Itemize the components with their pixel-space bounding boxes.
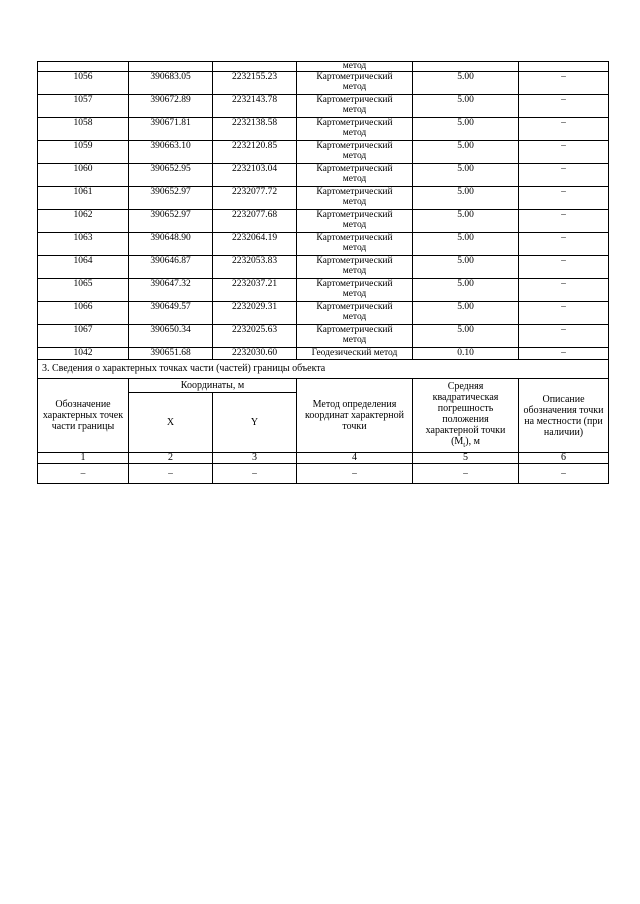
- table-row-continued: [38, 62, 609, 72]
- method-line: метод: [342, 82, 367, 92]
- point-id-cell: 1058: [38, 118, 129, 141]
- description-cell: –: [519, 72, 609, 95]
- section-title: 3. Сведения о характерных точках части (частей) границы объекта: [38, 360, 609, 379]
- table-row: [38, 118, 609, 141]
- x-coordinate-cell: 390651.68: [129, 348, 213, 360]
- y-coordinate-cell: 2232155.23: [213, 72, 297, 95]
- point-id-cell: 1061: [38, 187, 129, 210]
- point-id-cell: 1060: [38, 164, 129, 187]
- method-line: Картометрический: [316, 118, 393, 128]
- empty-cell: –: [413, 464, 519, 484]
- method-line: Картометрический: [316, 210, 393, 220]
- method-cell: [297, 118, 413, 141]
- table-row: [38, 279, 609, 302]
- point-id-cell: 1063: [38, 233, 129, 256]
- description-cell: –: [519, 256, 609, 279]
- table-row: [38, 302, 609, 325]
- y-coordinate-cell: 2232077.68: [213, 210, 297, 233]
- method-cell: [297, 210, 413, 233]
- method-line: Картометрический: [316, 256, 393, 266]
- x-coordinate-cell: 390663.10: [129, 141, 213, 164]
- part-points-table: [37, 359, 609, 484]
- table-row: [38, 256, 609, 279]
- column-number: 6: [519, 453, 609, 464]
- empty-row: [38, 464, 609, 484]
- x-coordinate-cell: 390652.97: [129, 187, 213, 210]
- x-coordinate-cell: 390671.81: [129, 118, 213, 141]
- method-line: Картометрический: [316, 95, 393, 105]
- method-line: метод: [342, 266, 367, 276]
- description-cell: –: [519, 118, 609, 141]
- table-row: [38, 164, 609, 187]
- x-coordinate-cell: 390649.57: [129, 302, 213, 325]
- column-number: 2: [129, 453, 213, 464]
- method-cell: [297, 141, 413, 164]
- method-cell: [297, 187, 413, 210]
- empty-cell: –: [129, 464, 213, 484]
- table-row: [38, 141, 609, 164]
- point-id-cell: 1059: [38, 141, 129, 164]
- method-line: метод: [342, 128, 367, 138]
- y-coordinate-cell: 2232077.72: [213, 187, 297, 210]
- y-header: Y: [213, 393, 297, 453]
- description-cell: –: [519, 95, 609, 118]
- y-coordinate-cell: 2232029.31: [213, 302, 297, 325]
- description-header: Описание обозначения точки на местности (при наличии): [519, 379, 609, 453]
- empty-cell: –: [519, 464, 609, 484]
- point-designation-header: Обозначение характерных точек части границы: [38, 379, 129, 453]
- description-cell: –: [519, 279, 609, 302]
- document-page: [37, 61, 608, 484]
- method-line: метод: [342, 105, 367, 115]
- x-coordinate-cell: 390648.90: [129, 233, 213, 256]
- method-cell: [297, 95, 413, 118]
- description-cell: –: [519, 325, 609, 348]
- empty-cell: –: [213, 464, 297, 484]
- method-cell: Геодезический метод: [297, 348, 413, 360]
- error-cell: 5.00: [413, 233, 519, 256]
- y-coordinate-cell: 2232053.83: [213, 256, 297, 279]
- error-cell: 5.00: [413, 279, 519, 302]
- y-coordinate-cell: 2232143.78: [213, 95, 297, 118]
- method-line: Картометрический: [316, 233, 393, 243]
- table-row: [38, 325, 609, 348]
- table-row: [38, 187, 609, 210]
- table-row: [38, 348, 609, 360]
- method-line: метод: [342, 197, 367, 207]
- x-coordinate-cell: 390672.89: [129, 95, 213, 118]
- error-cell: 5.00: [413, 141, 519, 164]
- description-cell: –: [519, 348, 609, 360]
- description-cell: –: [519, 210, 609, 233]
- method-line: метод: [342, 243, 367, 253]
- method-line: метод: [342, 312, 367, 322]
- empty-cell: –: [38, 464, 129, 484]
- description-cell: –: [519, 187, 609, 210]
- x-coordinate-cell: 390650.34: [129, 325, 213, 348]
- point-id-cell: 1065: [38, 279, 129, 302]
- method-line: Картометрический: [316, 279, 393, 289]
- point-id-cell: 1064: [38, 256, 129, 279]
- method-cell: [297, 325, 413, 348]
- point-id-cell: 1057: [38, 95, 129, 118]
- error-cell: 5.00: [413, 256, 519, 279]
- empty-cell: –: [297, 464, 413, 484]
- error-cell: 5.00: [413, 210, 519, 233]
- method-line: метод: [342, 151, 367, 161]
- column-numbers-row: [38, 453, 609, 464]
- y-coordinate-cell: 2232030.60: [213, 348, 297, 360]
- method-header: Метод определения координат характерной точки: [297, 379, 413, 453]
- y-coordinate-cell: 2232120.85: [213, 141, 297, 164]
- method-cell: [297, 233, 413, 256]
- column-number: 5: [413, 453, 519, 464]
- y-coordinate-cell: 2232103.04: [213, 164, 297, 187]
- column-number: 3: [213, 453, 297, 464]
- point-id-cell: 1062: [38, 210, 129, 233]
- error-cell: 0.10: [413, 348, 519, 360]
- description-cell: –: [519, 302, 609, 325]
- error-header: Средняя квадратическая погрешность положения характерной точки $(M_t)$, м: [413, 379, 519, 453]
- point-id-cell: 1042: [38, 348, 129, 360]
- error-cell: 5.00: [413, 118, 519, 141]
- section-title-row: [38, 360, 609, 379]
- error-cell: 5.00: [413, 164, 519, 187]
- description-cell: –: [519, 141, 609, 164]
- method-line: Картометрический: [316, 302, 393, 312]
- method-cell: [297, 302, 413, 325]
- table-row: [38, 210, 609, 233]
- method-cell: [297, 256, 413, 279]
- y-coordinate-cell: 2232064.19: [213, 233, 297, 256]
- method-line: Картометрический: [316, 72, 393, 82]
- error-cell: 5.00: [413, 325, 519, 348]
- coordinates-header: Координаты, м: [129, 379, 297, 393]
- table-row: [38, 233, 609, 256]
- x-coordinate-cell: 390683.05: [129, 72, 213, 95]
- column-number: 1: [38, 453, 129, 464]
- description-cell: –: [519, 233, 609, 256]
- error-cell: 5.00: [413, 187, 519, 210]
- y-coordinate-cell: 2232025.63: [213, 325, 297, 348]
- error-cell: 5.00: [413, 72, 519, 95]
- point-id-cell: 1066: [38, 302, 129, 325]
- method-line: метод: [342, 174, 367, 184]
- method-line: Картометрический: [316, 187, 393, 197]
- y-coordinate-cell: 2232037.21: [213, 279, 297, 302]
- error-cell: 5.00: [413, 95, 519, 118]
- method-cell: метод: [297, 62, 413, 72]
- x-header: X: [129, 393, 213, 453]
- method-line: Картометрический: [316, 141, 393, 151]
- method-line: метод: [342, 289, 367, 299]
- header-row: [38, 379, 609, 393]
- method-cell: [297, 72, 413, 95]
- method-line: Картометрический: [316, 164, 393, 174]
- points-table: [37, 61, 609, 360]
- method-cell: [297, 164, 413, 187]
- method-cell: [297, 279, 413, 302]
- method-line: метод: [342, 220, 367, 230]
- x-coordinate-cell: 390647.32: [129, 279, 213, 302]
- method-line: Картометрический: [316, 325, 393, 335]
- description-cell: –: [519, 164, 609, 187]
- y-coordinate-cell: 2232138.58: [213, 118, 297, 141]
- column-number: 4: [297, 453, 413, 464]
- error-cell: 5.00: [413, 302, 519, 325]
- table-row: [38, 95, 609, 118]
- x-coordinate-cell: 390646.87: [129, 256, 213, 279]
- point-id-cell: 1056: [38, 72, 129, 95]
- point-id-cell: 1067: [38, 325, 129, 348]
- x-coordinate-cell: 390652.97: [129, 210, 213, 233]
- method-line: метод: [342, 335, 367, 345]
- x-coordinate-cell: 390652.95: [129, 164, 213, 187]
- table-row: [38, 72, 609, 95]
